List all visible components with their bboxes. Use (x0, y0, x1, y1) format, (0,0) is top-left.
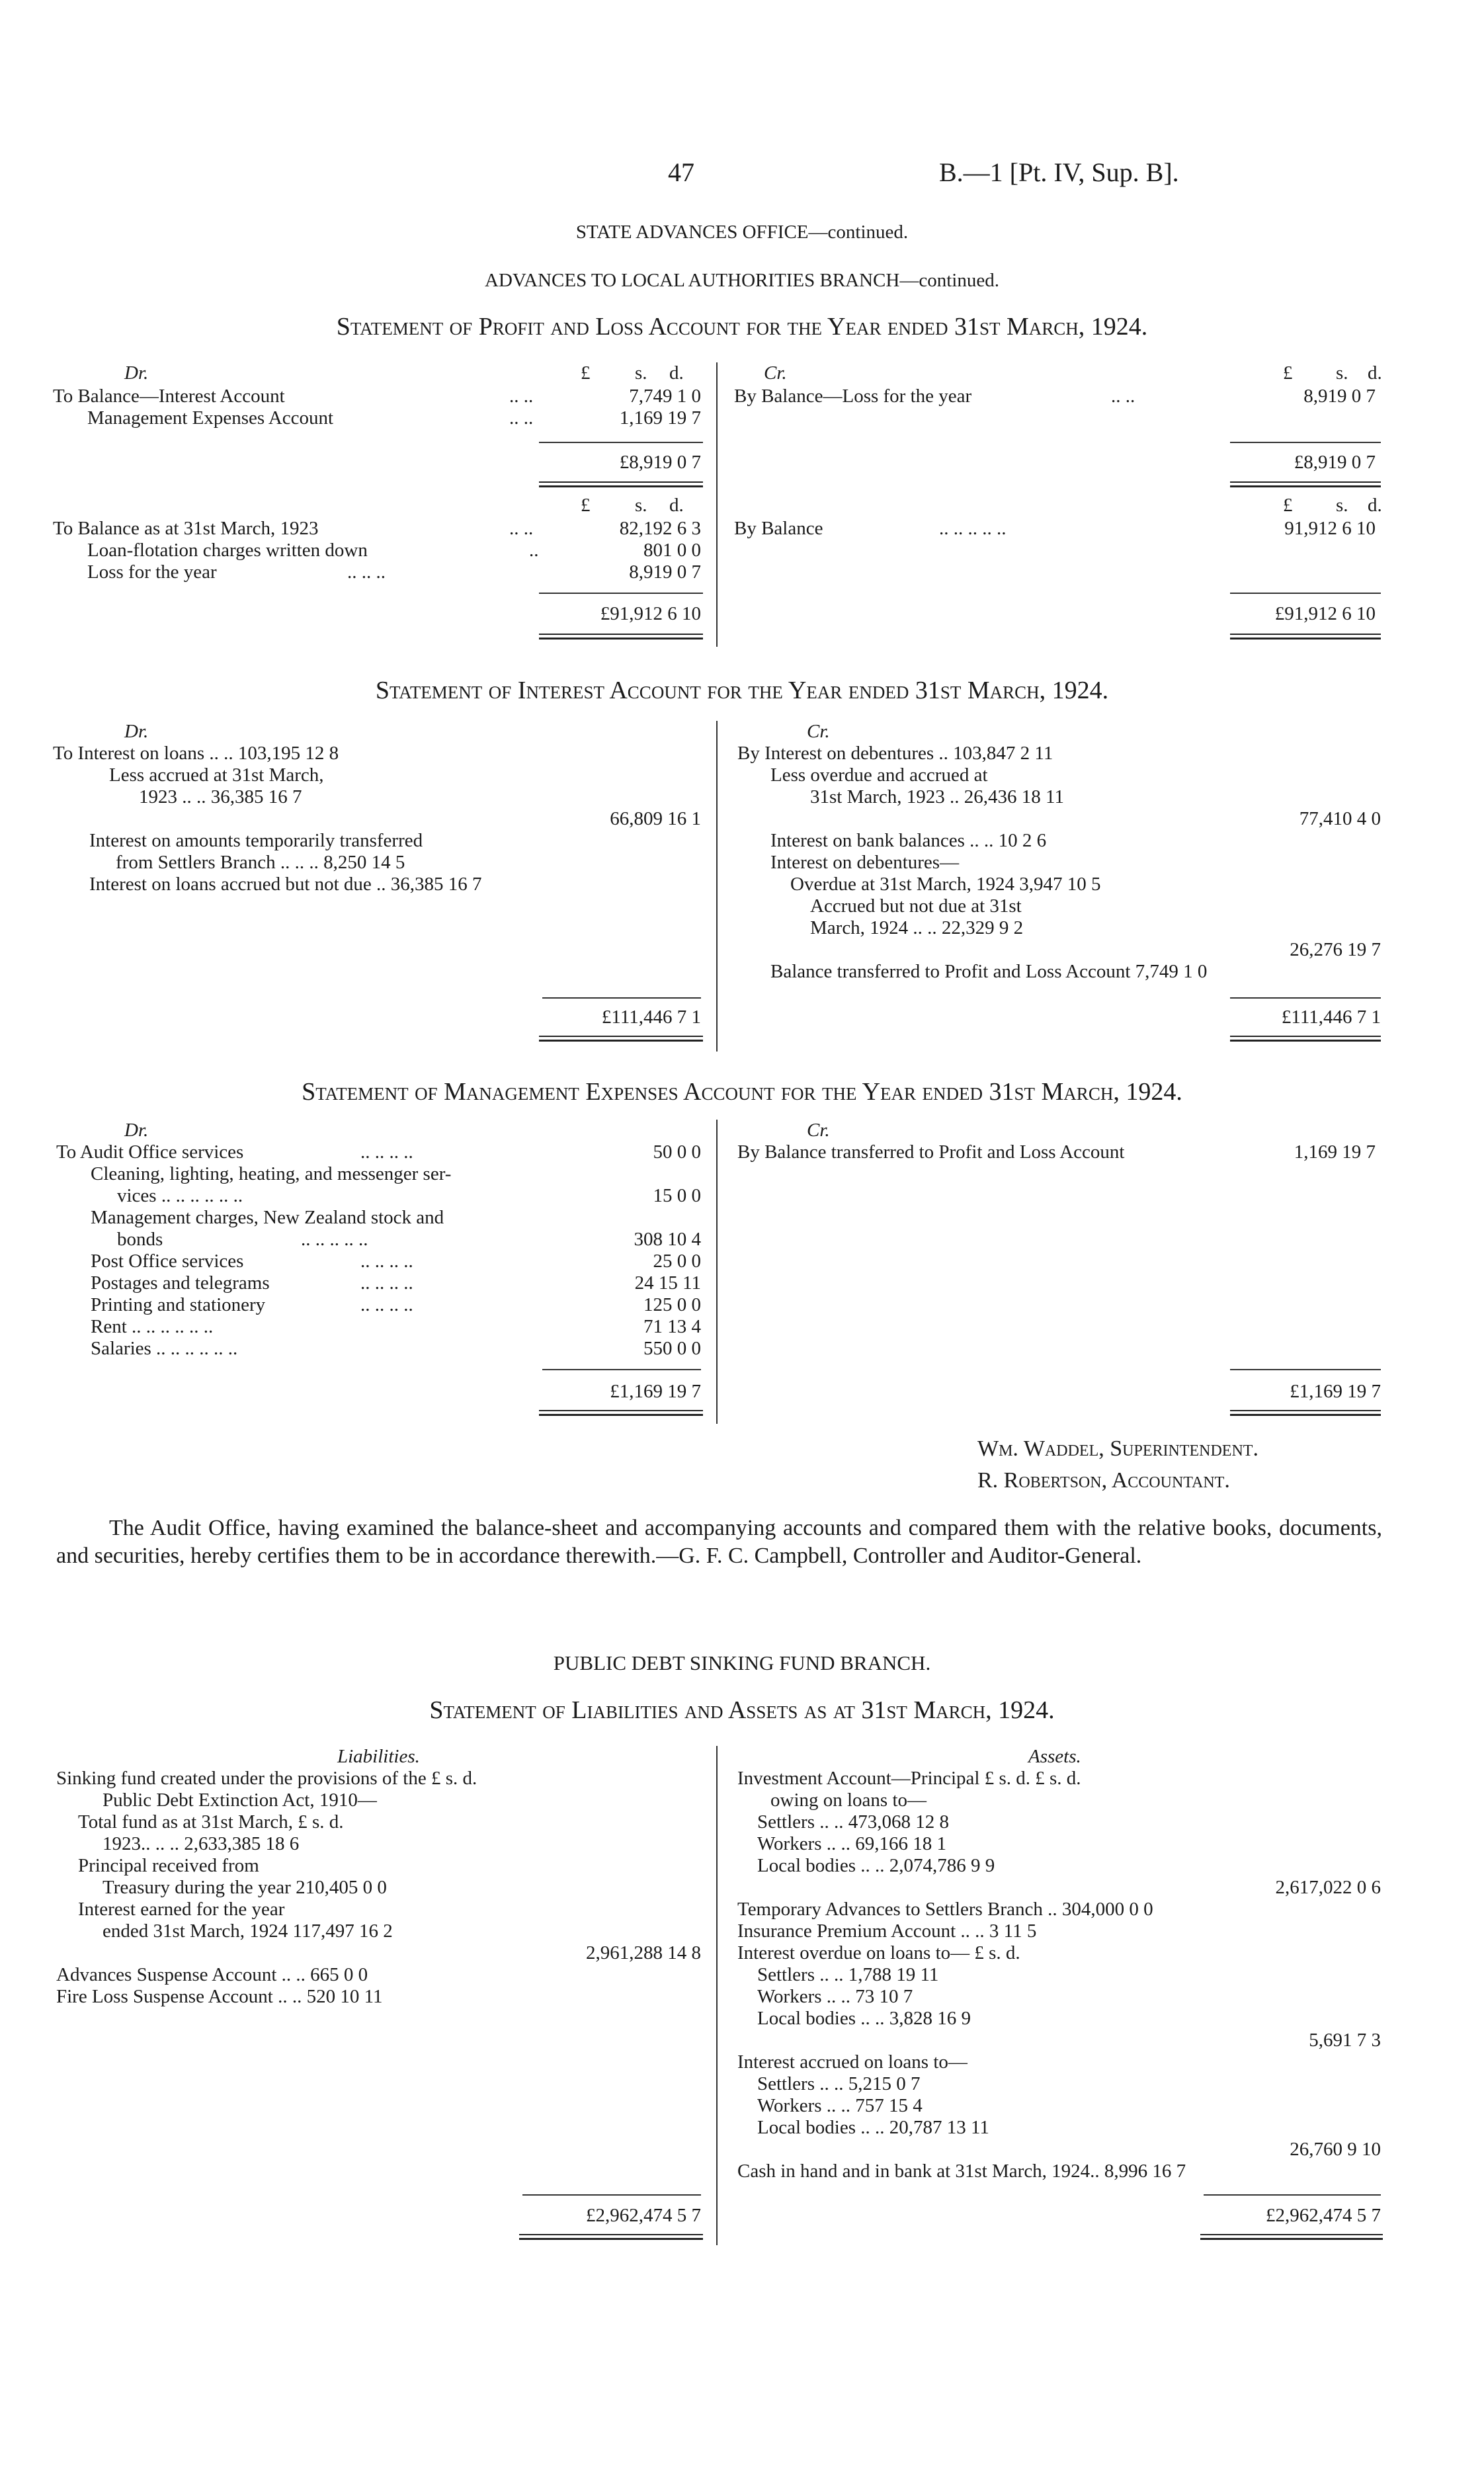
page-number: 47 (668, 157, 694, 187)
entry-line: Cash in hand and in bank at 31st March, 1924.. 8,996 16 7 (737, 2161, 1186, 2182)
entry-line: Sinking fund created under the provisions of the £ s. d. (56, 1768, 477, 1789)
entry-line: Accrued but not due at 31st (810, 895, 1022, 917)
column-divider (716, 721, 718, 1052)
signature-accountant: R. Robertson, Accountant. (977, 1468, 1230, 1493)
entry-line: Settlers .. .. 1,788 19 11 (757, 1964, 939, 1985)
ledger-row (53, 386, 701, 407)
entry-line: Workers .. .. 69,166 18 1 (757, 1833, 947, 1854)
signature-superintendent: Wm. Waddel, Superintendent. (977, 1436, 1258, 1461)
row-label: Post Office services (91, 1251, 244, 1272)
ledger-row (734, 518, 1376, 540)
row-amount: 7,749 1 0 (629, 386, 701, 407)
entry-line: Balance transferred to Profit and Loss Account 7,749 1 0 (770, 961, 1208, 982)
ledger-row (56, 1272, 701, 1294)
total-rule (542, 997, 701, 999)
entry-line: 66,809 16 1 (610, 808, 701, 829)
entry-line: March, 1924 .. .. 22,329 9 2 (810, 917, 1024, 938)
entry-line: Interest on debentures— (770, 852, 960, 873)
leader-dots: .. .. .. (347, 561, 386, 583)
ledger-row (56, 1207, 701, 1229)
double-rule (539, 634, 703, 640)
pound-header: £ (581, 495, 591, 516)
double-rule (519, 2234, 703, 2240)
ledger-row (53, 518, 701, 540)
entry-line: To Interest on loans .. .. 103,195 12 8 (53, 743, 339, 764)
entry-line: Interest accrued on loans to— (737, 2051, 968, 2073)
row-label: Loan-flotation charges written down (87, 540, 368, 561)
ledger-row (56, 1316, 701, 1338)
assets-heading: Assets. (1028, 1746, 1081, 1767)
total-amount: £1,169 19 7 (1290, 1381, 1381, 1402)
cr-label: Cr. (807, 1120, 830, 1141)
entry-line: Interest on loans accrued but not due .. 36,385 16 7 (89, 874, 482, 895)
ledger-row (737, 1141, 1376, 1163)
sinking-fund-title: Statement of Liabilities and Assets as at 31st March, 1924. (429, 1696, 1055, 1724)
entry-line: Treasury during the year 210,405 0 0 (103, 1877, 387, 1898)
ledger-row (56, 1229, 701, 1251)
entry-line: 1923.. .. .. 2,633,385 18 6 (103, 1833, 300, 1854)
row-amount: 25 0 0 (653, 1251, 701, 1272)
shilling-header: s. (635, 495, 647, 516)
leader-dots: .. .. .. .. (360, 1294, 413, 1315)
double-rule (1230, 1410, 1381, 1416)
double-rule (1200, 2234, 1383, 2240)
row-label: Loss for the year (87, 561, 217, 583)
entry-line: Interest overdue on loans to— £ s. d. (737, 1942, 1020, 1963)
total-amount: £1,169 19 7 (610, 1381, 701, 1402)
leader-dots: .. .. (1111, 386, 1135, 407)
entry-line: 77,410 4 0 (1299, 808, 1381, 829)
entry-line: Temporary Advances to Settlers Branch .. 304,000 0 0 (737, 1899, 1153, 1920)
pence-header: d. (1368, 495, 1382, 516)
leader-dots: .. .. .. .. .. (939, 518, 1007, 539)
row-label: To Balance as at 31st March, 1923 (53, 518, 319, 539)
row-label: Management Expenses Account (87, 407, 334, 429)
row-amount: 24 15 11 (634, 1272, 701, 1294)
total-rule (539, 593, 703, 594)
row-label: By Balance—Loss for the year (734, 386, 972, 407)
row-label: By Balance transferred to Profit and Loss Account (737, 1141, 1125, 1163)
leader-dots: .. .. (509, 407, 534, 429)
pence-header: d. (669, 495, 684, 516)
total-rule (522, 2194, 701, 2196)
audit-certificate: The Audit Office, having examined the balance-sheet and accompanying accounts and compared them with the relative books, documents, and securities, hereby certifies them to be in accordance therewith.—G. F. C. Campbell, Controller and Auditor-General. (56, 1516, 1382, 1568)
leader-dots: .. .. (509, 518, 534, 539)
row-label: vices .. .. .. .. .. .. (117, 1185, 243, 1206)
entry-line: from Settlers Branch .. .. .. 8,250 14 5 (116, 852, 405, 873)
row-label: Printing and stationery (91, 1294, 266, 1315)
total-rule (542, 1369, 701, 1370)
row-label: To Balance—Interest Account (53, 386, 285, 407)
pence-header: d. (669, 362, 684, 384)
shilling-header: s. (635, 362, 647, 384)
entry-line: 5,691 7 3 (1309, 2030, 1381, 2051)
total-rule (1230, 1369, 1381, 1370)
entry-line: Interest on amounts temporarily transferred (89, 830, 423, 851)
entry-line: Local bodies .. .. 20,787 13 11 (757, 2117, 989, 2138)
double-rule (1230, 1036, 1381, 1042)
double-rule (539, 1036, 703, 1042)
entry-line: Local bodies .. .. 2,074,786 9 9 (757, 1855, 995, 1876)
entry-line: Settlers .. .. 5,215 0 7 (757, 2073, 921, 2094)
entry-line: Advances Suspense Account .. .. 665 0 0 (56, 1964, 368, 1985)
leader-dots: .. (529, 540, 539, 561)
shilling-header: s. (1336, 362, 1348, 384)
entry-line: Investment Account—Principal £ s. d. £ s. d. (737, 1768, 1081, 1789)
entry-line: 2,961,288 14 8 (586, 1942, 701, 1963)
entry-line: Settlers .. .. 473,068 12 8 (757, 1811, 949, 1833)
row-amount: 308 10 4 (634, 1229, 701, 1250)
row-amount: 801 0 0 (643, 540, 701, 561)
liabilities-heading: Liabilities. (337, 1746, 420, 1767)
leader-dots: .. .. .. .. (360, 1141, 413, 1163)
row-amount: 125 0 0 (643, 1294, 701, 1315)
double-rule (1230, 481, 1381, 487)
row-label: Management charges, New Zealand stock and (91, 1207, 444, 1228)
ledger-row (56, 1185, 701, 1207)
leader-dots: .. .. .. .. (360, 1251, 413, 1272)
leader-dots: .. .. .. .. (360, 1272, 413, 1294)
total-rule (1230, 593, 1381, 594)
leader-dots: .. .. (509, 386, 534, 407)
entry-line: Fire Loss Suspense Account .. .. 520 10 11 (56, 1986, 383, 2007)
pound-header: £ (1283, 362, 1293, 384)
pence-header: d. (1368, 362, 1382, 384)
row-label: Postages and telegrams (91, 1272, 270, 1294)
management-title: Statement of Management Expenses Account for the Year ended 31st March, 1924. (302, 1078, 1182, 1106)
total-amount: £111,446 7 1 (601, 1007, 701, 1028)
cr-label: Cr. (764, 362, 787, 384)
row-amount: 91,912 6 10 (1284, 518, 1376, 539)
pound-header: £ (581, 362, 591, 384)
ledger-row (56, 1251, 701, 1272)
dr-label: Dr. (124, 362, 149, 384)
row-amount: 82,192 6 3 (619, 518, 701, 539)
row-label: To Audit Office services (56, 1141, 244, 1163)
entry-line: Local bodies .. .. 3,828 16 9 (757, 2008, 971, 2029)
entry-line: Interest on bank balances .. .. 10 2 6 (770, 830, 1047, 851)
row-amount: 50 0 0 (653, 1141, 701, 1163)
entry-line: 31st March, 1923 .. 26,436 18 11 (810, 786, 1064, 807)
entry-line: Workers .. .. 757 15 4 (757, 2095, 923, 2116)
entry-line: 1923 .. .. 36,385 16 7 (139, 786, 302, 807)
entry-line: Workers .. .. 73 10 7 (757, 1986, 913, 2007)
entry-line: Public Debt Extinction Act, 1910— (103, 1790, 377, 1811)
document-code: B.—1 [Pt. IV, Sup. B]. (939, 157, 1179, 187)
total-rule (1230, 997, 1381, 999)
ledger-row (56, 1294, 701, 1316)
leader-dots: .. .. .. .. .. (301, 1229, 368, 1250)
total-amount: £91,912 6 10 (1274, 603, 1376, 624)
office-heading: STATE ADVANCES OFFICE—continued. (575, 222, 909, 243)
row-label: Rent .. .. .. .. .. .. (91, 1316, 214, 1337)
row-label: Salaries .. .. .. .. .. .. (91, 1338, 238, 1359)
row-label: By Balance (734, 518, 823, 539)
column-divider (716, 1120, 718, 1424)
entry-line: Total fund as at 31st March, £ s. d. (78, 1811, 344, 1833)
total-amount: £8,919 0 7 (1294, 452, 1376, 473)
total-rule (539, 442, 703, 443)
branch-heading: ADVANCES TO LOCAL AUTHORITIES BRANCH—continued. (485, 270, 999, 291)
sinking-fund-heading: PUBLIC DEBT SINKING FUND BRANCH. (553, 1651, 931, 1674)
double-rule (539, 1410, 703, 1416)
total-amount: £2,962,474 5 7 (1266, 2205, 1381, 2226)
row-amount: 550 0 0 (643, 1338, 701, 1359)
row-label: bonds (117, 1229, 163, 1250)
entry-line: ended 31st March, 1924 117,497 16 2 (103, 1920, 393, 1942)
column-divider (716, 362, 718, 647)
entry-line: 26,276 19 7 (1290, 939, 1381, 960)
entry-line: Overdue at 31st March, 1924 3,947 10 5 (790, 874, 1101, 895)
entry-line: owing on loans to— (770, 1790, 927, 1811)
row-amount: 8,919 0 7 (629, 561, 701, 583)
interest-title: Statement of Interest Account for the Year ended 31st March, 1924. (375, 677, 1109, 704)
total-amount: £91,912 6 10 (600, 603, 701, 624)
entry-line: Less accrued at 31st March, (109, 764, 324, 786)
entry-line: 26,760 9 10 (1290, 2139, 1381, 2160)
entry-line: Interest earned for the year (78, 1899, 285, 1920)
entry-line: By Interest on debentures .. 103,847 2 11 (737, 743, 1053, 764)
dr-label: Dr. (124, 721, 149, 742)
row-amount: 71 13 4 (643, 1316, 701, 1337)
column-divider (716, 1746, 718, 2245)
row-label: Cleaning, lighting, heating, and messenger ser- (91, 1163, 452, 1184)
row-amount: 15 0 0 (653, 1185, 701, 1206)
total-amount: £2,962,474 5 7 (586, 2205, 701, 2226)
ledger-row (56, 1338, 701, 1360)
double-rule (1230, 634, 1381, 640)
entry-line: 2,617,022 0 6 (1275, 1877, 1381, 1898)
ledger-row (53, 540, 701, 561)
shilling-header: s. (1336, 495, 1348, 516)
ledger-row (56, 1141, 701, 1163)
total-rule (1230, 442, 1381, 443)
row-amount: 1,169 19 7 (1294, 1141, 1376, 1163)
entry-line: Less overdue and accrued at (770, 764, 988, 786)
ledger-row (53, 407, 701, 429)
total-amount: £111,446 7 1 (1281, 1007, 1381, 1028)
entry-line: Insurance Premium Account .. .. 3 11 5 (737, 1920, 1037, 1942)
profit-loss-title: Statement of Profit and Loss Account for the Year ended 31st March, 1924. (336, 313, 1148, 341)
double-rule (539, 481, 703, 487)
ledger-row (53, 561, 701, 583)
row-amount: 8,919 0 7 (1303, 386, 1376, 407)
ledger-row (56, 1163, 701, 1185)
total-amount: £8,919 0 7 (619, 452, 701, 473)
total-rule (1204, 2194, 1381, 2196)
dr-label: Dr. (124, 1120, 149, 1141)
entry-line: Principal received from (78, 1855, 259, 1876)
row-amount: 1,169 19 7 (619, 407, 701, 429)
ledger-row (734, 386, 1376, 407)
cr-label: Cr. (807, 721, 830, 742)
pound-header: £ (1283, 495, 1293, 516)
